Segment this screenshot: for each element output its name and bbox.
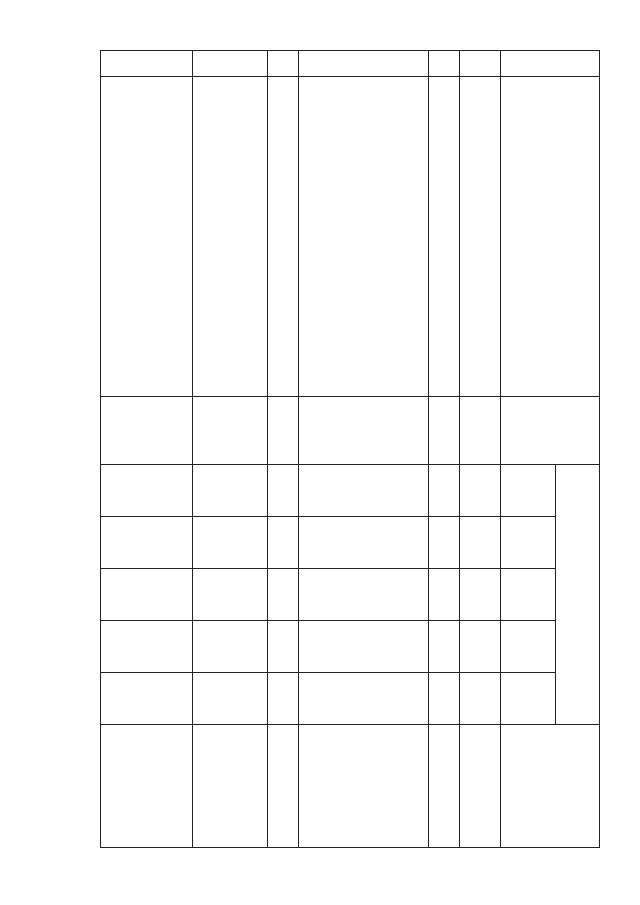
header-unit — [501, 397, 600, 465]
row-index — [101, 51, 193, 77]
value-2018 — [459, 465, 500, 517]
header-target — [501, 725, 600, 848]
value-2018 — [101, 465, 193, 517]
value-2021 — [268, 621, 299, 673]
table-row — [268, 51, 299, 848]
table-row — [459, 51, 500, 848]
header-name — [501, 77, 600, 397]
row-index — [299, 51, 428, 77]
value-2019 — [193, 517, 268, 569]
indicator-unit — [299, 397, 428, 465]
value-2022 — [299, 673, 428, 725]
row-index — [459, 51, 500, 77]
value-2018 — [268, 465, 299, 517]
row-index — [428, 51, 459, 77]
value-2021 — [459, 621, 500, 673]
target-value — [299, 725, 428, 848]
value-2022 — [268, 673, 299, 725]
value-2020 — [101, 569, 193, 621]
header-year — [501, 569, 556, 621]
value-2020 — [299, 569, 428, 621]
value-2021 — [299, 621, 428, 673]
value-2018 — [193, 465, 268, 517]
indicator-name — [193, 77, 268, 397]
indicator-name — [428, 77, 459, 397]
value-2022 — [459, 673, 500, 725]
header-year — [501, 517, 556, 569]
header-year — [501, 465, 556, 517]
value-2022 — [193, 673, 268, 725]
target-value — [268, 725, 299, 848]
target-value — [428, 725, 459, 848]
indicator-unit — [101, 397, 193, 465]
value-2020 — [193, 569, 268, 621]
indicator-name — [101, 77, 193, 397]
value-2019 — [268, 517, 299, 569]
header-year — [501, 673, 556, 725]
target-value — [459, 725, 500, 848]
value-2022 — [428, 673, 459, 725]
indicator-name — [459, 77, 500, 397]
table-row — [101, 51, 193, 848]
header-num — [501, 51, 600, 77]
table-row — [193, 51, 268, 848]
indicator-table — [100, 50, 600, 848]
header-values-group — [556, 465, 600, 725]
value-2020 — [268, 569, 299, 621]
target-value — [101, 725, 193, 848]
indicator-name — [268, 77, 299, 397]
row-index — [268, 51, 299, 77]
value-2020 — [459, 569, 500, 621]
value-2018 — [299, 465, 428, 517]
indicator-unit — [193, 397, 268, 465]
value-2020 — [428, 569, 459, 621]
indicator-table-rotated — [100, 50, 600, 847]
value-2022 — [101, 673, 193, 725]
table-row — [428, 51, 459, 848]
value-2021 — [101, 621, 193, 673]
indicator-name — [299, 77, 428, 397]
value-2018 — [428, 465, 459, 517]
value-2021 — [428, 621, 459, 673]
value-2019 — [299, 517, 428, 569]
indicator-unit — [428, 397, 459, 465]
table-row — [299, 51, 428, 848]
indicator-unit — [459, 397, 500, 465]
value-2021 — [193, 621, 268, 673]
value-2019 — [459, 517, 500, 569]
header-year — [501, 621, 556, 673]
row-index — [193, 51, 268, 77]
indicator-unit — [268, 397, 299, 465]
target-value — [193, 725, 268, 848]
value-2019 — [428, 517, 459, 569]
value-2019 — [101, 517, 193, 569]
